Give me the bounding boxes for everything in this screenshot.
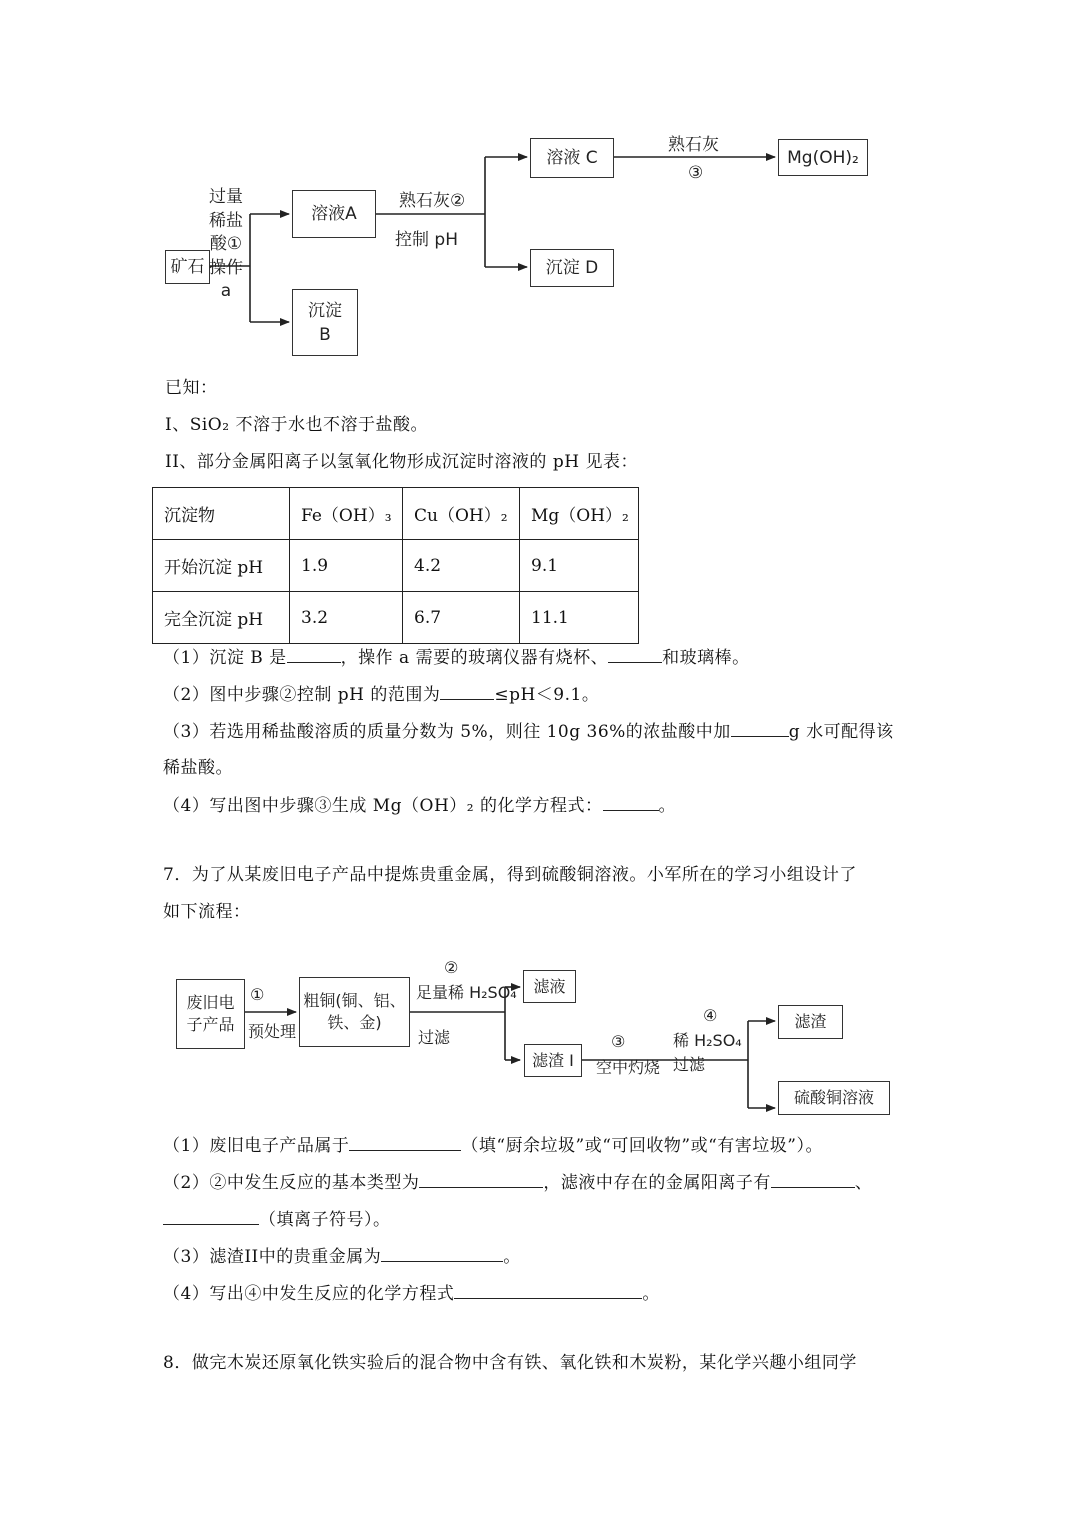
answer-blank[interactable] [731,720,789,737]
q6-text: 。 [658,796,676,816]
table-cell: 1.9 [290,540,403,592]
answer-blank[interactable] [454,1282,642,1299]
crude-copper-line: 铁、金) [327,1013,382,1032]
mgoh2-label: Mg(OH)₂ [787,147,859,168]
ph-table [152,487,639,644]
step4-reagent: 稀 H₂SO₄ [673,1031,742,1050]
table-cell: Fe（OH）₃ [290,488,403,540]
waste-electronics-box [176,979,245,1049]
precipitate-d-label: 沉淀 D [545,258,599,278]
answer-blank[interactable] [381,1245,503,1262]
table-cell: 11.1 [520,592,639,644]
precipitate-b-line: 沉淀 [308,300,342,321]
known-item-1: I、SiO₂ 不溶于水也不溶于盐酸。 [165,415,428,435]
q6-text: （1）沉淀 B 是 [163,648,287,668]
step4-number: ④ [703,1006,718,1025]
table-cell: 沉淀物 [153,488,290,540]
q6-text: ，操作 a 需要的玻璃仪器有烧杯、 [340,648,609,668]
reagent2-top-label: 熟石灰② [399,191,466,211]
q6-item-1 [163,646,750,669]
table-cell: 9.1 [520,540,639,592]
q7-item-2-cont [163,1208,391,1231]
step4-operation: 过滤 [673,1055,706,1074]
filtrate-box [523,970,576,1003]
copper-sulfate-label: 硫酸铜溶液 [793,1088,874,1107]
reagent1-line: 操作 [209,257,243,278]
solution-c-box [530,138,614,178]
solution-a-box [292,190,376,238]
solution-a-label: 溶液A [311,204,357,224]
table-cell: Mg（OH）₂ [520,488,639,540]
q7-text: （填“厨余垃圾”或“可回收物”或“有害垃圾”）。 [461,1136,823,1156]
reagent1-line: a [220,281,232,301]
q7-item-2 [163,1171,872,1194]
q7-text: （填离子符号）。 [259,1210,391,1230]
q6-item-3 [163,720,894,743]
residue-box [778,1005,843,1039]
residue-1-label: 滤渣 I [532,1050,574,1070]
waste-line: 废旧电 [186,993,235,1012]
table-cell: 完全沉淀 pH [153,592,290,644]
reagent2-bottom-label: 控制 pH [395,230,458,250]
copper-sulfate-box [778,1081,890,1115]
q7-text: （3）滤渣II中的贵重金属为 [163,1247,382,1267]
step1-label: 预处理 [248,1022,297,1041]
q7-intro-line-1: 7．为了从某废旧电子产品中提炼贵重金属，得到硫酸铜溶液。小军所在的学习小组设计了 [163,865,857,885]
q6-item-4 [163,794,676,817]
q7-text: 。 [642,1284,660,1304]
ore-box [165,250,210,284]
answer-blank[interactable] [603,794,659,811]
ore-label: 矿石 [170,257,205,277]
q7-text: （2）②中发生反应的基本类型为 [163,1173,420,1193]
answer-blank[interactable] [163,1208,259,1225]
table-cell: Cu（OH）₂ [403,488,520,540]
table-cell: 开始沉淀 pH [153,540,290,592]
q8-intro: 8．做完木炭还原氧化铁实验后的混合物中含有铁、氧化铁和木炭粉，某化学兴趣小组同学 [163,1353,857,1373]
q7-intro-line-2: 如下流程： [163,902,251,922]
table-row [153,592,639,644]
filtrate-label: 滤液 [533,976,566,996]
q7-text: ，滤液中存在的金属阳离子有 [543,1173,771,1193]
q7-text: （1）废旧电子产品属于 [163,1136,350,1156]
waste-line: 子产品 [186,1015,235,1034]
reagent1-line: 稀盐 [209,210,243,231]
residue-label: 滤渣 [794,1012,827,1031]
step3-number: ③ [611,1032,626,1051]
answer-blank[interactable] [287,646,341,663]
residue-1-box [524,1044,582,1077]
reagent3-bottom-label: ③ [688,163,704,183]
reagent1-label [209,186,243,304]
mgoh2-box [778,139,868,176]
reagent3-top-label: 熟石灰 [668,135,719,155]
q7-text: 、 [854,1173,873,1193]
answer-blank[interactable] [608,646,662,663]
step2-number: ② [444,958,459,977]
known-item-2: II、部分金属阳离子以氢氧化物形成沉淀时溶液的 pH 见表： [165,452,638,472]
step1-number: ① [250,985,265,1004]
q7-text: 。 [503,1247,521,1267]
table-row [153,540,639,592]
precipitate-b-line: B [319,324,331,345]
crude-copper-line: 粗铜(铜、铝、 [303,991,406,1010]
q6-text: （2）图中步骤②控制 pH 的范围为 [163,685,441,705]
crude-copper-box [299,977,410,1047]
q6-item-2 [163,683,599,706]
table-header-row [153,488,639,540]
precipitate-b-box [292,289,358,356]
answer-blank[interactable] [771,1171,855,1188]
q7-item-1 [163,1134,823,1157]
solution-c-label: 溶液 C [546,148,598,168]
q6-item-3-cont: 稀盐酸。 [163,758,233,778]
step2-reagent: 足量稀 H₂SO₄ [416,983,517,1002]
table-cell: 6.7 [403,592,520,644]
answer-blank[interactable] [349,1134,461,1151]
answer-blank[interactable] [440,683,494,700]
q6-text: 和玻璃棒。 [662,648,750,668]
reagent1-line: 酸① [209,234,243,254]
q7-item-4 [163,1282,660,1305]
reagent1-line: 过量 [209,187,243,207]
answer-blank[interactable] [419,1171,543,1188]
table-cell: 3.2 [290,592,403,644]
table-cell: 4.2 [403,540,520,592]
q7-text: （4）写出④中发生反应的化学方程式 [163,1284,455,1304]
q6-text: （3）若选用稀盐酸溶质的质量分数为 5%，则往 10g 36%的浓盐酸中加 [163,722,731,742]
step3-label: 空中灼烧 [596,1058,661,1077]
q7-item-3 [163,1245,521,1268]
q6-text: g 水可配得该 [788,722,894,742]
step2-operation: 过滤 [418,1028,451,1047]
known-heading: 已知： [165,378,218,398]
precipitate-d-box [530,249,614,287]
q6-text: ≤pH＜9.1。 [494,685,600,705]
q6-text: （4）写出图中步骤③生成 Mg（OH）₂ 的化学方程式： [163,796,603,816]
